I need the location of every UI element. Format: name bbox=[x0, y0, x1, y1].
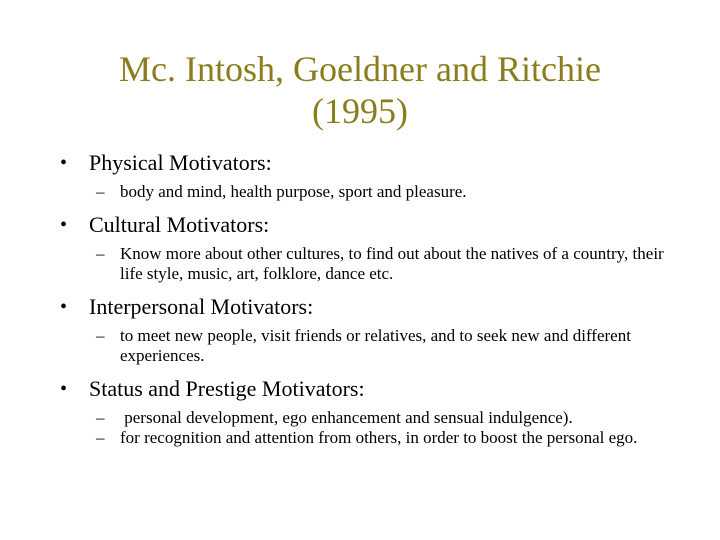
sub-bullet-item bbox=[56, 182, 666, 202]
sub-bullet-text: Know more about other cultures, to find out about the natives of a country, their life style, music, art, folklore, dance etc. bbox=[120, 244, 664, 283]
bullet-group-physical bbox=[56, 150, 666, 202]
sub-bullet-text: body and mind, health purpose, sport and pleasure. bbox=[120, 182, 467, 201]
sub-bullet-list bbox=[56, 408, 666, 448]
bullet-group-interpersonal bbox=[56, 294, 666, 366]
dash-marker-icon: – bbox=[96, 428, 105, 447]
sub-bullet-list bbox=[56, 182, 666, 202]
bullet-label: Status and Prestige Motivators: bbox=[89, 376, 365, 401]
bullet-item bbox=[56, 150, 666, 176]
bullet-item bbox=[56, 294, 666, 320]
sub-bullet-list bbox=[56, 326, 666, 366]
dash-marker-icon: – bbox=[96, 326, 105, 345]
slide-title-line-1: Mc. Intosh, Goeldner and Ritchie bbox=[119, 49, 601, 89]
bullet-item bbox=[56, 212, 666, 238]
slide-title-line-2: (1995) bbox=[312, 91, 408, 131]
bullet-label: Cultural Motivators: bbox=[89, 212, 270, 237]
dash-marker-icon: – bbox=[96, 182, 105, 201]
bullet-marker-icon: • bbox=[60, 296, 68, 318]
dash-marker-icon: – bbox=[96, 244, 105, 263]
bullet-item bbox=[56, 376, 666, 402]
bullet-label: Interpersonal Motivators: bbox=[89, 294, 314, 319]
sub-bullet-item bbox=[56, 326, 666, 366]
sub-bullet-list bbox=[56, 244, 666, 284]
sub-bullet-text: personal development, ego enhancement and sensual indulgence). bbox=[120, 408, 573, 427]
bullet-marker-icon: • bbox=[60, 378, 68, 400]
dash-marker-icon: – bbox=[96, 408, 105, 427]
sub-bullet-item bbox=[56, 244, 666, 284]
bullet-group-cultural bbox=[56, 212, 666, 284]
slide-title bbox=[60, 48, 660, 132]
bullet-marker-icon: • bbox=[60, 152, 68, 174]
sub-bullet-text: for recognition and attention from others, in order to boost the personal ego. bbox=[120, 428, 638, 447]
bullet-marker-icon: • bbox=[60, 214, 68, 236]
sub-bullet-text: to meet new people, visit friends or relatives, and to seek new and different experiences. bbox=[120, 326, 631, 365]
sub-bullet-item bbox=[56, 428, 666, 448]
bullet-label: Physical Motivators: bbox=[89, 150, 272, 175]
slide-content bbox=[56, 150, 666, 448]
sub-bullet-item bbox=[56, 408, 666, 428]
bullet-group-status-prestige bbox=[56, 376, 666, 448]
